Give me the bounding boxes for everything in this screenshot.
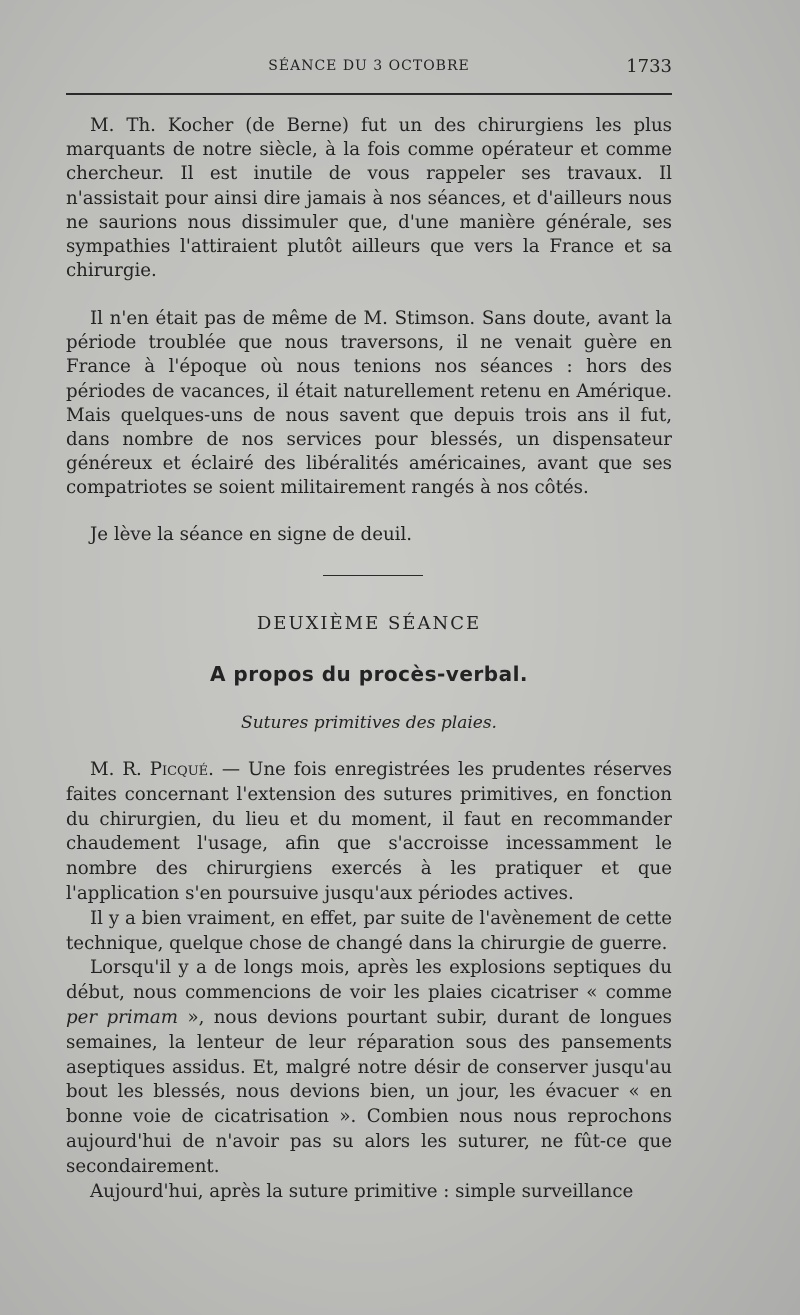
speaker-name: M. R. Picqué. [90, 759, 214, 780]
paragraph-picque [66, 758, 672, 907]
paragraph-text: Je lève la séance en signe de deuil. [90, 524, 413, 545]
subsection-title: A propos du procès-verbal. [209, 662, 529, 686]
paragraph-today: Aujourd'hui, après la suture primitive : simple surveillance [90, 1180, 634, 1202]
paragraph-text: — Une fois enregistrées les prudentes réserves faites concernant l'extension des sutures primitives, en fonction du chirurgien, du lieu et du moment, il faut en recommander chaudement l'usage, afin que s'accroisse incessamment le nombre des chirurgiens exercés à les pratiquer et que l'application s'en poursuive jusqu'aux périodes actives. [66, 759, 672, 904]
section-title: DEUXIÈME SÉANCE [256, 613, 482, 634]
paragraph-text: », nous devions pourtant subir, durant de longues semaines, la lenteur de leur réparation sous des pansements aseptiques assidus. Et, malgré notre désir de conserver jusqu'au bout les blessés, nous devions bien, un jour, les évacuer « en bonne voie de cicatrisation ». Combien nous nous reprochons aujourd'hui de n'avoir pas su alors les suturer, ne fût-ce que secondairement. [66, 1006, 673, 1177]
topic-title: Sutures primitives des plaies. [241, 713, 497, 733]
paragraph-kocher [66, 114, 672, 283]
paragraph-text: Il n'en était pas de même de M. Stimson. Sans doute, avant la période troublée que nous traversons, il ne venait guère en France à l'époque où nous tenions nos séances : hors des périodes de vacances, il était naturellement retenu en Amérique. Mais quelques-uns de nous savent que depuis trois ans il fut, dans nombre de nos services pour blessés, un dispensateur généreux et éclairé des libéralités américaines, avant que ses compatriotes se soient militairement rangés à nos côtés. [66, 308, 672, 499]
paragraph-stimson [66, 307, 672, 501]
body-text [66, 758, 672, 1204]
page-number: 1733 [626, 56, 672, 77]
paragraph-closing [66, 523, 672, 547]
running-title: SÉANCE DU 3 OCTOBRE [268, 58, 470, 74]
paragraph-months [66, 956, 672, 1179]
paragraph-text: M. Th. Kocher (de Berne) fut un des chirurgiens les plus marquants de notre siècle, à la fois comme opérateur et comme chercheur. Il est inutile de vous rappeler ses travaux. Il n'assistait pour ainsi dire jamais à nos séances, et d'ailleurs nous ne saurions nous dissimuler que, d'une manière générale, ses sympathies l'attiraient plutôt ailleurs que vers la France et sa chirurgie. [66, 115, 672, 282]
section-divider [323, 575, 423, 576]
paragraph-text: Lorsqu'il y a de longs mois, après les explosions septiques du début, nous commencions de voir les plaies cicatriser « comme [66, 957, 672, 1004]
paragraph-technique: Il y a bien vraiment, en effet, par suite de l'avènement de cette technique, quelque chose de changé dans la chirurgie de guerre. [66, 907, 672, 954]
latin-phrase: per primam [66, 1006, 179, 1028]
page-header [66, 56, 672, 80]
header-rule [66, 93, 672, 95]
